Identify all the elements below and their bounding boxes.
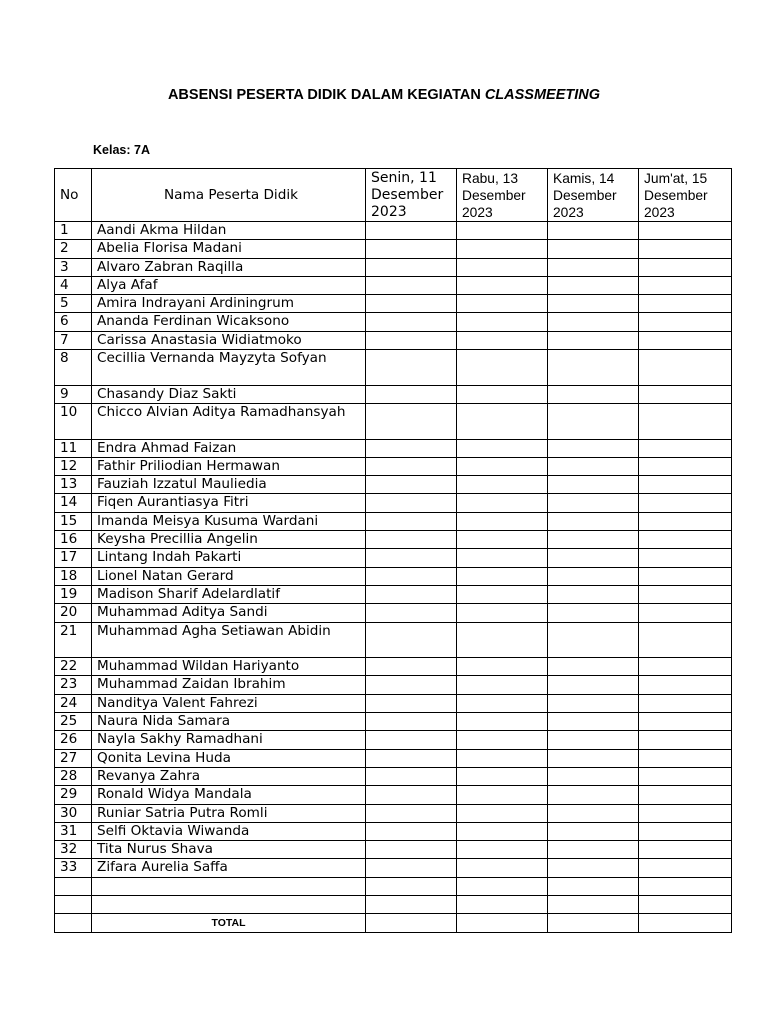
table-row — [55, 331, 732, 349]
attendance-cell — [548, 622, 639, 658]
attendance-cell — [457, 350, 548, 386]
table-row — [55, 240, 732, 258]
attendance-cell — [366, 439, 457, 457]
attendance-cell — [366, 713, 457, 731]
attendance-cell — [457, 786, 548, 804]
student-name: Nayla Sakhy Ramadhani — [92, 731, 366, 749]
student-name: Aandi Akma Hildan — [92, 222, 366, 240]
attendance-cell — [639, 549, 732, 567]
attendance-cell — [639, 731, 732, 749]
student-no: 10 — [55, 403, 92, 439]
student-no: 15 — [55, 512, 92, 530]
student-name: Runiar Satria Putra Romli — [92, 804, 366, 822]
attendance-cell — [639, 749, 732, 767]
empty-cell — [55, 895, 92, 913]
empty-cell — [639, 895, 732, 913]
attendance-cell — [457, 240, 548, 258]
table-row — [55, 567, 732, 585]
attendance-cell — [639, 240, 732, 258]
table-row — [55, 713, 732, 731]
student-name: Keysha Precillia Angelin — [92, 531, 366, 549]
attendance-cell — [457, 622, 548, 658]
student-name: Ananda Ferdinan Wicaksono — [92, 313, 366, 331]
total-label: TOTAL — [92, 914, 366, 932]
student-name: Imanda Meisya Kusuma Wardani — [92, 512, 366, 530]
student-no: 28 — [55, 767, 92, 785]
table-row — [55, 276, 732, 294]
attendance-cell — [548, 457, 639, 475]
student-no: 25 — [55, 713, 92, 731]
attendance-cell — [457, 676, 548, 694]
student-no: 31 — [55, 822, 92, 840]
student-name: Cecillia Vernanda Mayzyta Sofyan — [92, 350, 366, 386]
attendance-cell — [639, 476, 732, 494]
attendance-cell — [639, 295, 732, 313]
student-name: Madison Sharif Adelardlatif — [92, 585, 366, 603]
attendance-cell — [457, 549, 548, 567]
table-row — [55, 350, 732, 386]
attendance-cell — [639, 767, 732, 785]
attendance-cell — [457, 385, 548, 403]
attendance-cell — [366, 512, 457, 530]
attendance-cell — [639, 276, 732, 294]
attendance-cell — [548, 804, 639, 822]
student-name: Muhammad Aditya Sandi — [92, 604, 366, 622]
student-no: 19 — [55, 585, 92, 603]
student-no: 7 — [55, 331, 92, 349]
table-row — [55, 749, 732, 767]
student-no: 2 — [55, 240, 92, 258]
table-row — [55, 804, 732, 822]
attendance-cell — [366, 295, 457, 313]
attendance-cell — [548, 258, 639, 276]
student-no: 30 — [55, 804, 92, 822]
table-row — [55, 258, 732, 276]
attendance-cell — [366, 859, 457, 877]
attendance-cell — [457, 403, 548, 439]
attendance-cell — [639, 676, 732, 694]
attendance-cell — [548, 713, 639, 731]
total-cell — [639, 914, 732, 932]
attendance-cell — [639, 222, 732, 240]
attendance-cell — [639, 658, 732, 676]
attendance-cell — [548, 822, 639, 840]
attendance-cell — [457, 859, 548, 877]
table-row — [55, 512, 732, 530]
attendance-cell — [366, 694, 457, 712]
empty-row — [55, 877, 732, 895]
attendance-cell — [639, 804, 732, 822]
title-main: ABSENSI PESERTA DIDIK DALAM KEGIATAN — [167, 87, 481, 103]
student-no: 8 — [55, 350, 92, 386]
attendance-cell — [457, 276, 548, 294]
attendance-cell — [457, 585, 548, 603]
attendance-cell — [457, 713, 548, 731]
attendance-cell — [457, 258, 548, 276]
empty-cell — [92, 877, 366, 895]
attendance-cell — [639, 403, 732, 439]
attendance-cell — [548, 222, 639, 240]
student-name: Fiqen Aurantiasya Fitri — [92, 494, 366, 512]
attendance-cell — [548, 531, 639, 549]
attendance-cell — [548, 439, 639, 457]
student-name: Nanditya Valent Fahrezi — [92, 694, 366, 712]
student-name: Zifara Aurelia Saffa — [92, 859, 366, 877]
attendance-cell — [639, 713, 732, 731]
attendance-cell — [366, 276, 457, 294]
attendance-cell — [548, 731, 639, 749]
total-cell — [457, 914, 548, 932]
attendance-cell — [548, 276, 639, 294]
attendance-cell — [639, 385, 732, 403]
attendance-cell — [548, 549, 639, 567]
student-name: Abelia Florisa Madani — [92, 240, 366, 258]
table-row — [55, 476, 732, 494]
student-name: Revanya Zahra — [92, 767, 366, 785]
table-row — [55, 295, 732, 313]
student-name: Alvaro Zabran Raqilla — [92, 258, 366, 276]
attendance-cell — [548, 658, 639, 676]
student-no: 12 — [55, 457, 92, 475]
attendance-cell — [639, 258, 732, 276]
student-no: 20 — [55, 604, 92, 622]
attendance-cell — [548, 786, 639, 804]
header-name: Nama Peserta Didik — [92, 169, 366, 222]
table-row — [55, 313, 732, 331]
attendance-cell — [639, 694, 732, 712]
student-name: Ronald Widya Mandala — [92, 786, 366, 804]
student-no: 3 — [55, 258, 92, 276]
attendance-cell — [639, 457, 732, 475]
student-no: 1 — [55, 222, 92, 240]
attendance-cell — [366, 731, 457, 749]
student-no: 23 — [55, 676, 92, 694]
attendance-cell — [457, 512, 548, 530]
total-row — [55, 914, 732, 932]
attendance-cell — [366, 822, 457, 840]
student-name: Lintang Indah Pakarti — [92, 549, 366, 567]
student-name: Endra Ahmad Faizan — [92, 439, 366, 457]
empty-row — [55, 895, 732, 913]
table-row — [55, 859, 732, 877]
attendance-cell — [639, 622, 732, 658]
student-no: 16 — [55, 531, 92, 549]
attendance-cell — [366, 457, 457, 475]
student-name: Muhammad Zaidan Ibrahim — [92, 676, 366, 694]
header-no: No — [55, 169, 92, 222]
header-day-4: Jum'at, 15 Desember 2023 — [639, 169, 732, 222]
attendance-cell — [548, 585, 639, 603]
attendance-cell — [457, 822, 548, 840]
attendance-cell — [366, 749, 457, 767]
attendance-cell — [548, 331, 639, 349]
student-name: Carissa Anastasia Widiatmoko — [92, 331, 366, 349]
student-no: 9 — [55, 385, 92, 403]
attendance-cell — [548, 350, 639, 386]
student-name: Fauziah Izzatul Mauliedia — [92, 476, 366, 494]
table-row — [55, 549, 732, 567]
attendance-cell — [366, 494, 457, 512]
student-no: 5 — [55, 295, 92, 313]
attendance-cell — [457, 313, 548, 331]
attendance-cell — [457, 331, 548, 349]
attendance-cell — [639, 439, 732, 457]
table-row — [55, 604, 732, 622]
student-no: 17 — [55, 549, 92, 567]
table-row — [55, 222, 732, 240]
attendance-cell — [457, 567, 548, 585]
student-no: 11 — [55, 439, 92, 457]
table-row — [55, 385, 732, 403]
attendance-cell — [457, 457, 548, 475]
attendance-cell — [548, 567, 639, 585]
attendance-cell — [639, 512, 732, 530]
student-no: 13 — [55, 476, 92, 494]
empty-cell — [55, 877, 92, 895]
attendance-cell — [639, 531, 732, 549]
attendance-cell — [639, 313, 732, 331]
attendance-cell — [457, 295, 548, 313]
header-row — [55, 169, 732, 222]
title-italic: CLASSMEETING — [484, 87, 601, 103]
header-day-1: Senin, 11 Desember 2023 — [366, 169, 457, 222]
attendance-cell — [639, 585, 732, 603]
student-name: Chasandy Diaz Sakti — [92, 385, 366, 403]
table-row — [55, 658, 732, 676]
table-body — [55, 222, 732, 933]
student-name: Tita Nurus Shava — [92, 841, 366, 859]
student-name: Muhammad Wildan Hariyanto — [92, 658, 366, 676]
table-row — [55, 531, 732, 549]
attendance-cell — [548, 749, 639, 767]
attendance-cell — [366, 676, 457, 694]
header-day-2: Rabu, 13 Desember 2023 — [457, 169, 548, 222]
table-row — [55, 731, 732, 749]
student-no: 21 — [55, 622, 92, 658]
document-title — [0, 87, 768, 103]
attendance-cell — [457, 841, 548, 859]
attendance-cell — [366, 385, 457, 403]
attendance-cell — [548, 676, 639, 694]
student-no: 24 — [55, 694, 92, 712]
attendance-cell — [366, 549, 457, 567]
attendance-cell — [366, 767, 457, 785]
attendance-cell — [366, 331, 457, 349]
attendance-cell — [548, 240, 639, 258]
attendance-table — [54, 168, 732, 933]
student-name: Qonita Levina Huda — [92, 749, 366, 767]
student-name: Fathir Priliodian Hermawan — [92, 457, 366, 475]
table-row — [55, 457, 732, 475]
total-cell — [366, 914, 457, 932]
attendance-cell — [457, 531, 548, 549]
attendance-cell — [366, 476, 457, 494]
header-day-3: Kamis, 14 Desember 2023 — [548, 169, 639, 222]
student-name: Chicco Alvian Aditya Ramadhansyah — [92, 403, 366, 439]
student-name: Selfi Oktavia Wiwanda — [92, 822, 366, 840]
attendance-cell — [548, 385, 639, 403]
total-no-cell — [55, 914, 92, 932]
attendance-cell — [366, 258, 457, 276]
student-no: 29 — [55, 786, 92, 804]
attendance-cell — [366, 403, 457, 439]
table-row — [55, 676, 732, 694]
attendance-cell — [548, 476, 639, 494]
attendance-cell — [548, 767, 639, 785]
student-no: 18 — [55, 567, 92, 585]
attendance-cell — [366, 804, 457, 822]
empty-cell — [457, 895, 548, 913]
table-row — [55, 585, 732, 603]
attendance-cell — [457, 476, 548, 494]
attendance-cell — [639, 841, 732, 859]
table-row — [55, 822, 732, 840]
empty-cell — [457, 877, 548, 895]
attendance-cell — [457, 439, 548, 457]
attendance-cell — [548, 295, 639, 313]
student-name: Lionel Natan Gerard — [92, 567, 366, 585]
attendance-cell — [639, 859, 732, 877]
attendance-cell — [548, 604, 639, 622]
table-row — [55, 403, 732, 439]
attendance-cell — [366, 240, 457, 258]
attendance-cell — [457, 222, 548, 240]
attendance-cell — [457, 494, 548, 512]
attendance-cell — [366, 567, 457, 585]
total-cell — [548, 914, 639, 932]
attendance-cell — [366, 786, 457, 804]
attendance-cell — [366, 222, 457, 240]
table-row — [55, 767, 732, 785]
student-no: 33 — [55, 859, 92, 877]
attendance-cell — [639, 567, 732, 585]
student-no: 26 — [55, 731, 92, 749]
table-row — [55, 494, 732, 512]
attendance-cell — [639, 350, 732, 386]
student-name: Muhammad Agha Setiawan Abidin — [92, 622, 366, 658]
table-row — [55, 439, 732, 457]
attendance-cell — [366, 604, 457, 622]
attendance-cell — [548, 859, 639, 877]
attendance-cell — [457, 694, 548, 712]
empty-cell — [92, 895, 366, 913]
attendance-cell — [639, 494, 732, 512]
attendance-cell — [457, 604, 548, 622]
student-no: 22 — [55, 658, 92, 676]
attendance-cell — [457, 731, 548, 749]
student-no: 27 — [55, 749, 92, 767]
attendance-cell — [457, 804, 548, 822]
attendance-cell — [548, 403, 639, 439]
attendance-cell — [366, 622, 457, 658]
attendance-cell — [457, 749, 548, 767]
attendance-cell — [639, 604, 732, 622]
attendance-cell — [548, 841, 639, 859]
student-no: 6 — [55, 313, 92, 331]
student-no: 14 — [55, 494, 92, 512]
empty-cell — [548, 877, 639, 895]
attendance-cell — [548, 512, 639, 530]
attendance-cell — [548, 694, 639, 712]
attendance-cell — [548, 494, 639, 512]
table-row — [55, 694, 732, 712]
attendance-cell — [639, 331, 732, 349]
class-label: Kelas: 7A — [93, 143, 150, 157]
attendance-cell — [366, 841, 457, 859]
table-row — [55, 786, 732, 804]
empty-cell — [639, 877, 732, 895]
table-row — [55, 622, 732, 658]
attendance-cell — [639, 786, 732, 804]
student-name: Amira Indrayani Ardiningrum — [92, 295, 366, 313]
attendance-cell — [366, 313, 457, 331]
attendance-cell — [366, 531, 457, 549]
attendance-cell — [457, 767, 548, 785]
student-no: 4 — [55, 276, 92, 294]
table-row — [55, 841, 732, 859]
empty-cell — [366, 895, 457, 913]
attendance-cell — [366, 585, 457, 603]
empty-cell — [366, 877, 457, 895]
empty-cell — [548, 895, 639, 913]
student-no: 32 — [55, 841, 92, 859]
attendance-cell — [639, 822, 732, 840]
student-name: Alya Afaf — [92, 276, 366, 294]
attendance-cell — [366, 658, 457, 676]
attendance-cell — [366, 350, 457, 386]
attendance-cell — [457, 658, 548, 676]
attendance-cell — [548, 313, 639, 331]
student-name: Naura Nida Samara — [92, 713, 366, 731]
